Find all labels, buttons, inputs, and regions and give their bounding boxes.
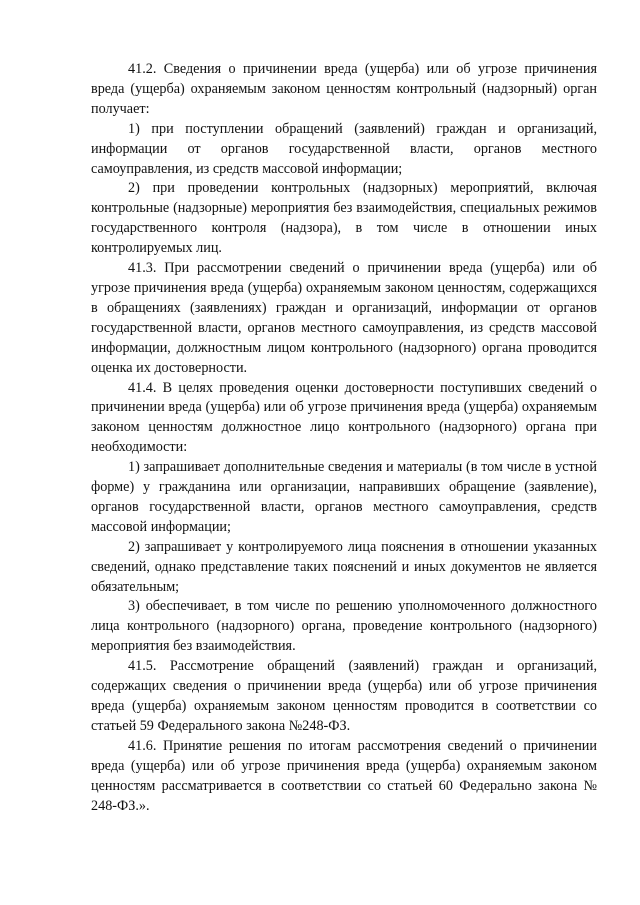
paragraph-41-4-item-1: 1) запрашивает дополнительные сведения и материалы (в том числе в устной форме) у гражданина или организации, направивших обращение (заявление), органов государственной власти, органов местного самоуправления, средств массовой информации;	[91, 459, 597, 535]
paragraph-41-4-item-2: 2) запрашивает у контролируемого лица пояснения в отношении указанных сведений, однако представление таких пояснений и иных документов не является обязательным;	[91, 538, 597, 595]
paragraph-41-5: 41.5. Рассмотрение обращений (заявлений) граждан и организаций, содержащих сведения о причинении вреда (ущерба) или об угрозе причинения вреда (ущерба) охраняемым законом ценностям проводится в соответствии со статьей 59 Федерального закона №248-ФЗ.	[91, 658, 597, 734]
paragraph-41-2-item-2: 2) при проведении контрольных (надзорных) мероприятий, включая контрольные (надзорные) мероприятия без взаимодействия, специальных режимов государственного контроля (надзора), в том числе в отношении иных контролируемых лиц.	[91, 180, 597, 257]
paragraph-41-2: 41.2. Сведения о причинении вреда (ущерба) или об угрозе причинения вреда (ущерба) охраняемым законом ценностям контрольный (надзорный) орган получает:	[91, 61, 597, 117]
paragraph-41-4-item-3: 3) обеспечивает, в том числе по решению уполномоченного должностного лица контрольного (надзорного) органа, проведение контрольного (надзорного) мероприятия без взаимодействия.	[91, 598, 597, 655]
paragraph-41-2-item-1: 1) при поступлении обращений (заявлений) граждан и организаций, информации от органов государственной власти, органов местного самоуправления, из средств массовой информации;	[91, 120, 597, 177]
paragraph-41-6: 41.6. Принятие решения по итогам рассмотрения сведений о причинении вреда (ущерба) или об угрозе причинения вреда (ущерба) охраняемым законом ценностям рассматривается в соответствии со статьей 60 Федерально закона № 248-ФЗ.».	[91, 737, 597, 814]
paragraph-41-3: 41.3. При рассмотрении сведений о причинении вреда (ущерба) или об угрозе причинения вреда (ущерба) охраняемым законом ценностям, содержащихся в обращениях (заявлениях) граждан и организаций, информации от органов государственной власти, органов местного самоуправления, из средств массовой информации, должностным лицом контрольного (надзорного) органа проводится оценка их достоверности.	[91, 260, 597, 376]
paragraph-41-4: 41.4. В целях проведения оценки достоверности поступивших сведений о причинении вреда (ущерба) или об угрозе причинения вреда (ущерба) охраняемым законом ценностям должностное лицо контрольного (надзорного) органа при необходимости:	[91, 379, 597, 456]
document-body	[91, 60, 597, 816]
